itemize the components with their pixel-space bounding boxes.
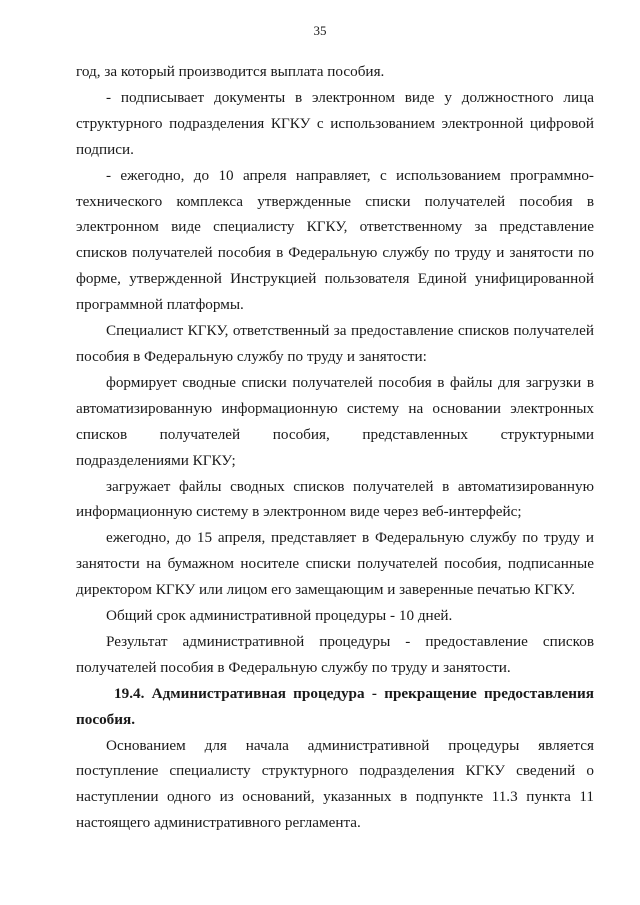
- paragraph-grounds: Основанием для начала административной процедуры является поступление специалисту структурного подразделения КГКУ сведений о наступлении одного из оснований, указанных в подпункте 11.3 пункта 11 настоящего административного регламента.: [76, 736, 594, 832]
- paragraph-result: Результат административной процедуры - предоставление списков получателей пособия в Федеральную службу по труду и занятости.: [76, 632, 594, 676]
- paragraph-continuation: год, за который производится выплата пособия.: [76, 63, 385, 80]
- paragraph-submits: ежегодно, до 15 апреля, представляет в Федеральную службу по труду и занятости на бумажном носителе списки получателей пособия, подписанные директором КГКУ или лицом его замещающим и заверенные печатью КГКУ.: [76, 529, 594, 599]
- document-body: [76, 59, 594, 836]
- paragraph-bullet-annual: - ежегодно, до 10 апреля направляет, с использованием программно-технического комплекса утвержденные списки получателей пособия в электронном виде специалисту КГКУ, ответственному за представление списков получателей пособия в Федеральную службу по труду и занятости по форме, утвержденной Инструкцией пользователя Единой унифицированной программной платформы.: [76, 166, 594, 314]
- paragraph-specialist: Специалист КГКУ, ответственный за предоставление списков получателей пособия в Федеральную службу по труду и занятости:: [76, 322, 594, 365]
- section-heading: 19.4. Административная процедура - прекращение предоставления пособия.: [76, 684, 594, 728]
- page-number: 35: [313, 23, 327, 38]
- paragraph-uploads: загружает файлы сводных списков получателей в автоматизированную информационную систему в электронном виде через веб-интерфейс;: [76, 477, 594, 521]
- paragraph-bullet-sign: - подписывает документы в электронном виде у должностного лица структурного подразделения КГКУ с использованием электронной цифровой подписи.: [76, 88, 594, 158]
- paragraph-duration: Общий срок административной процедуры - 10 дней.: [106, 607, 453, 625]
- paragraph-forms-lists: формирует сводные списки получателей пособия в файлы для загрузки в автоматизированную информационную систему на основании электронных списков получателей пособия, представленных структурными подразделениями КГКУ;: [76, 373, 594, 469]
